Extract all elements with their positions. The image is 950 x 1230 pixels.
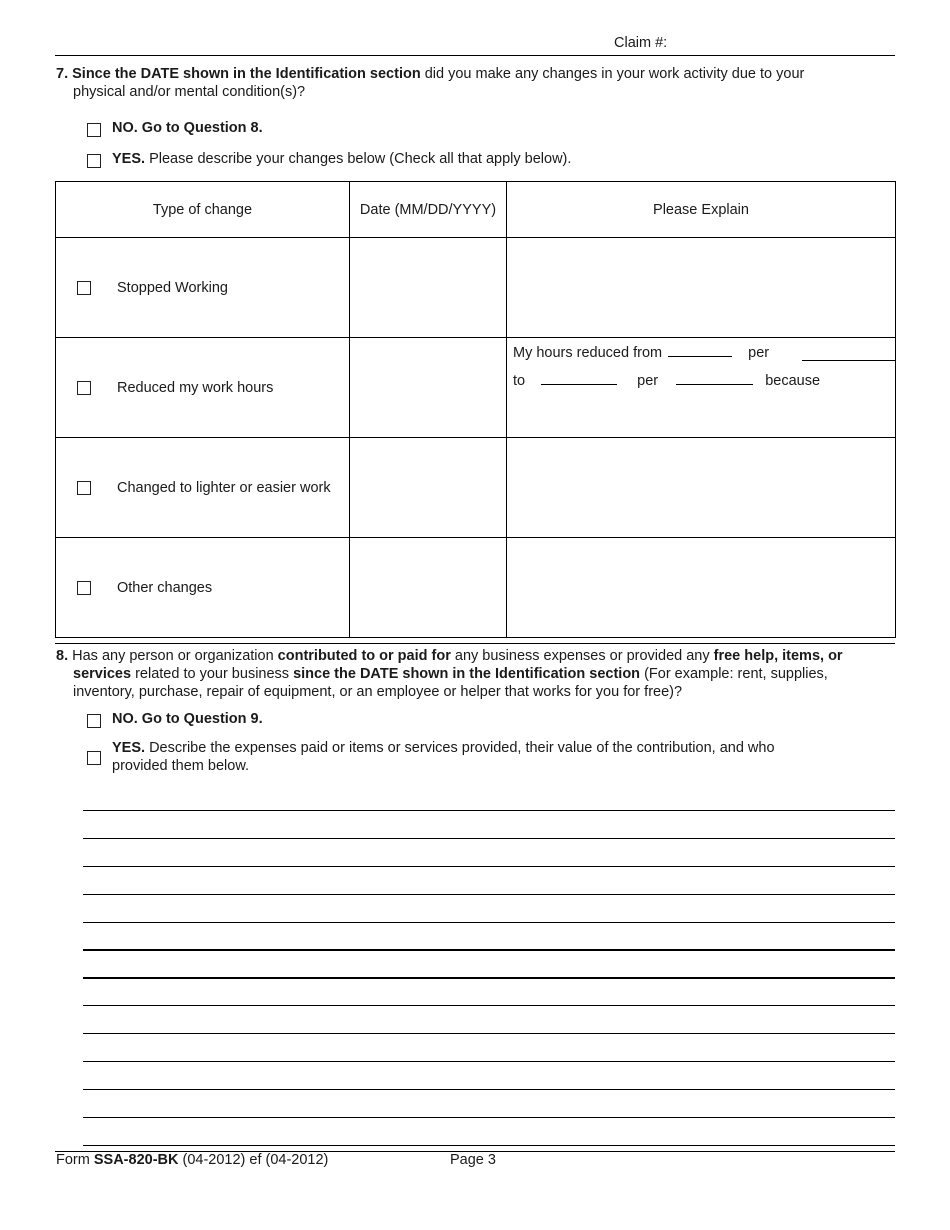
hours-to-field[interactable] [541,370,617,385]
q8-yes-bold: YES. [112,740,146,756]
form-prefix: Form [56,1152,94,1168]
hours-to-text: to [513,373,526,389]
hours-per-text-1: per [748,345,770,361]
reduced-hours-label: Reduced my work hours [117,379,274,396]
changes-table [55,181,896,638]
answer-line[interactable] [83,1145,895,1146]
answer-line[interactable] [83,1033,895,1034]
explain-input-cell[interactable] [507,538,896,638]
answer-line[interactable] [83,922,895,923]
q8-yes-label [112,739,892,775]
date-input-cell[interactable] [350,338,507,438]
date-input-cell[interactable] [350,538,507,638]
q8-yes-checkbox[interactable] [87,751,101,765]
q8-no-label: NO. Go to Question 9. [112,711,263,727]
q8-text-4: (For example: rent, supplies, [640,666,828,682]
other-changes-label: Other changes [117,579,213,596]
header-rule [55,55,895,56]
lighter-work-label: Changed to lighter or easier work [117,479,331,496]
col-header-date: Date (MM/DD/YYYY) [350,182,507,238]
q8-bold-3: services [73,666,132,682]
q8-text-2: any business expenses or provided any [450,648,714,664]
claim-number-label: Claim #: [614,35,668,51]
q8-no-checkbox[interactable] [87,714,101,728]
answer-line[interactable] [83,894,895,895]
form-version: (04-2012) ef (04-2012) [178,1152,329,1168]
answer-line[interactable] [83,1089,895,1090]
table-row [56,538,896,638]
q7-yes-label [112,151,571,167]
q8-yes-text-line2: provided them below. [112,758,250,774]
hours-from-field[interactable] [668,342,732,357]
type-cell [56,338,350,438]
hours-line-2 [513,370,820,389]
table-row [56,238,896,338]
answer-line[interactable] [83,838,895,839]
hours-reduced-from-text: My hours reduced from [513,345,663,361]
type-cell [56,538,350,638]
changes-table-header [56,182,896,238]
answer-line[interactable] [83,1005,895,1006]
answer-line[interactable] [83,949,895,951]
q7-yes-checkbox[interactable] [87,154,101,168]
hours-per-text-2: per [637,373,659,389]
q7-no-checkbox[interactable] [87,123,101,137]
date-input-cell[interactable] [350,438,507,538]
answer-line[interactable] [83,1061,895,1062]
answer-line[interactable] [83,866,895,867]
question-7-text-line2: physical and/or mental condition(s)? [73,84,306,100]
q8-text-1: Has any person or organization [72,648,278,664]
question-7 [56,65,896,101]
q7-no-label: NO. Go to Question 8. [112,120,263,136]
form-identifier [56,1152,328,1168]
reduced-hours-checkbox[interactable] [77,381,91,395]
q8-text-3: related to your business [131,666,294,682]
hours-per-field-2[interactable] [676,370,753,385]
answer-line[interactable] [83,1117,895,1118]
date-input-cell[interactable] [350,238,507,338]
question-7-number: 7. [56,66,69,82]
col-header-explain: Please Explain [507,182,896,238]
page-number: Page 3 [450,1152,496,1168]
q8-text-line3: inventory, purchase, repair of equipment, or an employee or helper that works for you for free)? [73,684,683,700]
q8-bold-4: since the DATE shown in the Identification section [293,666,641,682]
question-7-bold-lead: Since the DATE shown in the Identification section [72,66,421,82]
question-7-text: did you make any changes in your work activity due to your [420,66,805,82]
type-cell [56,438,350,538]
question-8-number: 8. [56,648,69,664]
answer-line[interactable] [83,977,895,979]
stopped-working-label: Stopped Working [117,279,228,296]
q7-yes-text: Please describe your changes below (Check all that apply below). [145,151,572,167]
hours-explain-cell [507,338,896,438]
table-row [56,338,896,438]
hours-per-field-1[interactable] [802,360,895,361]
q7-yes-bold: YES. [112,151,146,167]
other-changes-checkbox[interactable] [77,581,91,595]
q8-bold-2: free help, items, or [713,648,843,664]
type-cell [56,238,350,338]
hours-line-1 [513,342,769,361]
lighter-work-checkbox[interactable] [77,481,91,495]
table-row [56,438,896,538]
question-8 [56,647,906,701]
table-bottom-rule [55,643,895,644]
col-header-type: Type of change [56,182,350,238]
form-id: SSA-820-BK [93,1152,179,1168]
explain-input-cell[interactable] [507,238,896,338]
explain-input-cell[interactable] [507,438,896,538]
q8-bold-1: contributed to or paid for [277,648,451,664]
hours-because-text: because [765,373,821,389]
stopped-working-checkbox[interactable] [77,281,91,295]
q8-yes-text: Describe the expenses paid or items or services provided, their value of the contribution, and who [145,740,775,756]
answer-line[interactable] [83,810,895,811]
